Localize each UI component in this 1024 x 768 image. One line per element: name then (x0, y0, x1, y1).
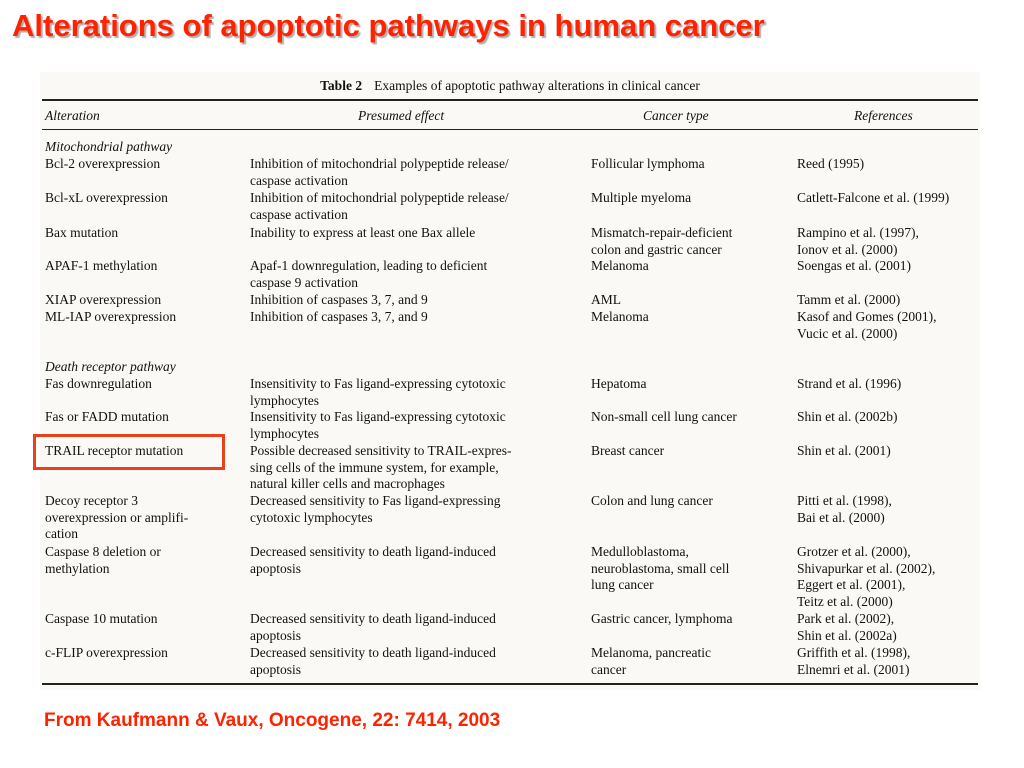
header-rule (42, 129, 978, 130)
row-10-references: Grotzer et al. (2000), Shivapurkar et al. (2002), Eggert et al. (2001), Teitz et al. (2000) (797, 544, 936, 609)
row-9-effect: Decreased sensitivity to Fas ligand-expressing cytotoxic lymphocytes (250, 493, 501, 525)
row-9-cancer: Colon and lung cancer (591, 493, 713, 508)
row-10-effect: Decreased sensitivity to death ligand-induced apoptosis (250, 544, 496, 576)
row-5-effect: Inhibition of caspases 3, 7, and 9 (250, 309, 428, 324)
header-effect: Presumed effect (358, 108, 445, 123)
row-7-cancer: Non-small cell lung cancer (591, 409, 737, 424)
row-8-cancer: Breast cancer (591, 443, 665, 458)
row-6-references: Strand et al. (1996) (797, 376, 902, 391)
row-8-effect: Possible decreased sensitivity to TRAIL-expres- sing cells of the immune system, for example, natural killer cells and macrophages (250, 443, 512, 491)
top-rule (42, 99, 978, 101)
row-6-effect: Insensitivity to Fas ligand-expressing cytotoxic lymphocytes (250, 376, 506, 408)
table-caption-text: Examples of apoptotic pathway alterations in clinical cancer (374, 78, 700, 93)
row-9-alteration: Decoy receptor 3 overexpression or amplifi- cation (45, 493, 189, 541)
row-12-cancer: Melanoma, pancreatic cancer (591, 645, 711, 677)
header-references: References (854, 108, 913, 123)
row-6-alteration: Fas downregulation (45, 376, 152, 391)
row-3-alteration: APAF-1 methylation (45, 258, 158, 273)
trail-highlight-box (33, 434, 225, 470)
row-11-effect: Decreased sensitivity to death ligand-induced apoptosis (250, 611, 496, 643)
row-1-effect: Inhibition of mitochondrial polypeptide release/ caspase activation (250, 190, 509, 222)
row-7-references: Shin et al. (2002b) (797, 409, 898, 424)
row-12-effect: Decreased sensitivity to death ligand-induced apoptosis (250, 645, 496, 677)
row-11-alteration: Caspase 10 mutation (45, 611, 158, 626)
row-3-cancer: Melanoma (591, 258, 649, 273)
row-0-references: Reed (1995) (797, 156, 865, 171)
row-7-effect: Insensitivity to Fas ligand-expressing cytotoxic lymphocytes (250, 409, 506, 441)
row-3-effect: Apaf-1 downregulation, leading to deficient caspase 9 activation (250, 258, 488, 290)
row-4-effect: Inhibition of caspases 3, 7, and 9 (250, 292, 428, 307)
source-citation: From Kaufmann & Vaux, Oncogene, 22: 7414, 2003 (44, 710, 501, 731)
row-4-alteration: XIAP overexpression (45, 292, 162, 307)
table-caption-label: Table 2 (320, 78, 363, 93)
section-death-receptor: Death receptor pathway (45, 359, 176, 374)
row-11-cancer: Gastric cancer, lymphoma (591, 611, 733, 626)
row-1-references: Catlett-Falcone et al. (1999) (797, 190, 950, 205)
row-12-alteration: c-FLIP overexpression (45, 645, 168, 660)
header-alteration: Alteration (45, 108, 100, 123)
table-caption (40, 78, 980, 94)
header-cancer: Cancer type (643, 108, 709, 123)
row-10-cancer: Medulloblastoma, neuroblastoma, small cell lung cancer (591, 544, 730, 592)
row-10-alteration: Caspase 8 deletion or methylation (45, 544, 161, 576)
row-7-alteration: Fas or FADD mutation (45, 409, 169, 424)
row-2-references: Rampino et al. (1997), Ionov et al. (2000) (797, 225, 919, 257)
row-5-cancer: Melanoma (591, 309, 649, 324)
row-0-effect: Inhibition of mitochondrial polypeptide release/ caspase activation (250, 156, 509, 188)
row-2-alteration: Bax mutation (45, 225, 119, 240)
row-0-alteration: Bcl-2 overexpression (45, 156, 161, 171)
row-5-alteration: ML-IAP overexpression (45, 309, 177, 324)
row-9-references: Pitti et al. (1998), Bai et al. (2000) (797, 493, 892, 525)
row-3-references: Soengas et al. (2001) (797, 258, 911, 273)
apoptosis-table (40, 72, 980, 690)
row-2-cancer: Mismatch-repair-deficient colon and gastric cancer (591, 225, 733, 257)
row-8-references: Shin et al. (2001) (797, 443, 891, 458)
row-1-cancer: Multiple myeloma (591, 190, 692, 205)
row-4-cancer: AML (591, 292, 621, 307)
bottom-rule (42, 683, 978, 685)
row-12-references: Griffith et al. (1998), Elnemri et al. (2001) (797, 645, 911, 677)
row-4-references: Tamm et al. (2000) (797, 292, 901, 307)
row-5-references: Kasof and Gomes (2001), Vucic et al. (2000) (797, 309, 937, 341)
row-0-cancer: Follicular lymphoma (591, 156, 705, 171)
section-mitochondrial: Mitochondrial pathway (45, 139, 173, 154)
row-8-alteration: TRAIL receptor mutation (45, 443, 184, 458)
row-11-references: Park et al. (2002), Shin et al. (2002a) (797, 611, 897, 643)
row-2-effect: Inability to express at least one Bax allele (250, 225, 476, 240)
slide-title: Alterations of apoptotic pathways in human cancer (12, 8, 765, 43)
row-6-cancer: Hepatoma (591, 376, 647, 391)
row-1-alteration: Bcl-xL overexpression (45, 190, 168, 205)
